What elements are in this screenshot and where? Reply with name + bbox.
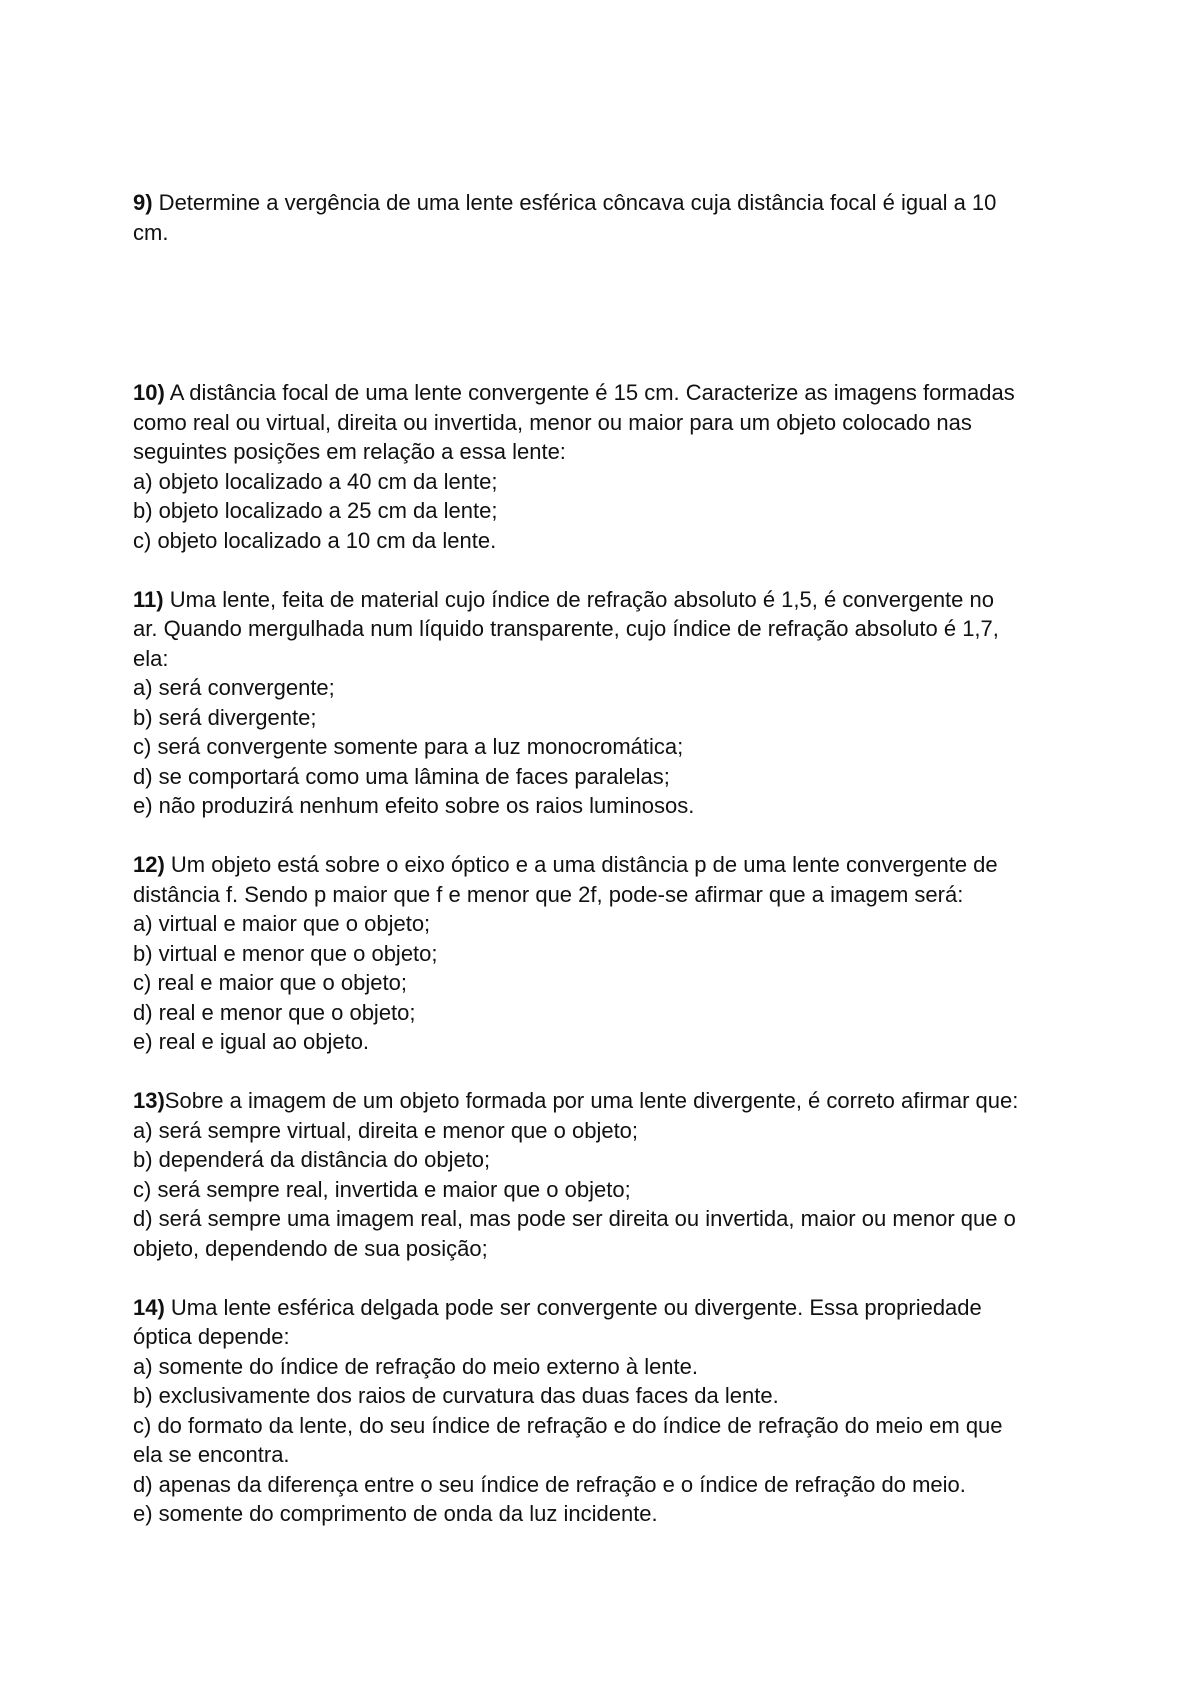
question-11-option-a: a) será convergente; — [133, 675, 335, 700]
question-12-stem: Um objeto está sobre o eixo óptico e a uma distância p de uma lente convergente de distância f. Sendo p maior que f e menor que 2f, pode-se afirmar que a imagem será: — [133, 852, 998, 907]
question-13-text — [133, 1086, 1023, 1116]
question-14-option-b: b) exclusivamente dos raios de curvatura das duas faces da lente. — [133, 1383, 779, 1408]
question-12 — [133, 850, 1023, 1057]
question-14-option-e: e) somente do comprimento de onda da luz incidente. — [133, 1501, 658, 1526]
question-9 — [133, 188, 1023, 247]
question-12-text — [133, 850, 1023, 909]
question-9-text — [133, 188, 1005, 247]
question-14-option-a: a) somente do índice de refração do meio externo à lente. — [133, 1353, 699, 1379]
question-10-option-b: b) objeto localizado a 25 cm da lente; — [133, 498, 498, 523]
question-10-option-c: c) objeto localizado a 10 cm da lente. — [133, 527, 497, 553]
question-13-option-d: d) será sempre uma imagem real, mas pode ser direita ou invertida, maior ou menor que o objeto, dependendo de sua posição; — [133, 1206, 1016, 1261]
question-10-stem: A distância focal de uma lente convergente é 15 cm. Caracterize as imagens formadas como real ou virtual, direita ou invertida, menor ou maior para um objeto colocado nas seguintes posições em relação a essa lente: — [133, 380, 1015, 464]
question-13-option-a: a) será sempre virtual, direita e menor que o objeto; — [133, 1117, 639, 1143]
question-13-stem: Sobre a imagem de um objeto formada por uma lente divergente, é correto afirmar que: — [164, 1088, 1019, 1113]
question-10-text — [133, 378, 1023, 467]
question-12-number: 12) — [133, 852, 165, 877]
question-11-option-c: c) será convergente somente para a luz monocromática; — [133, 734, 684, 759]
question-10-option-a: a) objeto localizado a 40 cm da lente; — [133, 468, 498, 494]
question-11-option-d: d) se comportará como uma lâmina de faces paralelas; — [133, 763, 670, 789]
question-12-option-d: d) real e menor que o objeto; — [133, 999, 416, 1025]
question-11-text — [133, 585, 1023, 674]
exercise-list — [133, 188, 1023, 1558]
question-14-number: 14) — [133, 1294, 165, 1320]
question-11-option-e: e) não produzirá nenhum efeito sobre os raios luminosos. — [133, 793, 695, 818]
question-12-option-c: c) real e maior que o objeto; — [133, 970, 407, 995]
question-13-option-b: b) dependerá da distância do objeto; — [133, 1147, 491, 1172]
question-12-option-a: a) virtual e maior que o objeto; — [133, 911, 431, 936]
question-13 — [133, 1086, 1023, 1263]
question-12-option-e: e) real e igual ao objeto. — [133, 1029, 370, 1054]
question-14 — [133, 1293, 1023, 1529]
question-13-option-c: c) será sempre real, invertida e maior que o objeto; — [133, 1176, 631, 1202]
question-9-number: 9) — [133, 190, 153, 215]
question-14-text — [133, 1293, 1023, 1352]
question-11-option-b: b) será divergente; — [133, 704, 317, 730]
question-11-stem: Uma lente, feita de material cujo índice de refração absoluto é 1,5, é convergente no ar. Quando mergulhada num líquido transparente, cujo índice de refração absoluto é 1,7, ela: — [133, 586, 999, 671]
question-14-option-c: c) do formato da lente, do seu índice de refração e do índice de refração do meio em que ela se encontra. — [133, 1412, 1003, 1467]
question-14-option-d: d) apenas da diferença entre o seu índice de refração e o índice de refração do meio. — [133, 1471, 966, 1497]
question-14-stem: Uma lente esférica delgada pode ser convergente ou divergente. Essa propriedade óptica depende: — [133, 1294, 982, 1349]
question-9-stem: Determine a vergência de uma lente esférica côncava cuja distância focal é igual a 10 cm. — [133, 190, 997, 245]
question-13-number: 13) — [133, 1088, 165, 1113]
question-10 — [133, 378, 1023, 555]
question-11-number: 11) — [133, 586, 164, 612]
question-12-option-b: b) virtual e menor que o objeto; — [133, 940, 438, 966]
question-10-number: 10) — [133, 380, 165, 405]
question-11 — [133, 585, 1023, 821]
